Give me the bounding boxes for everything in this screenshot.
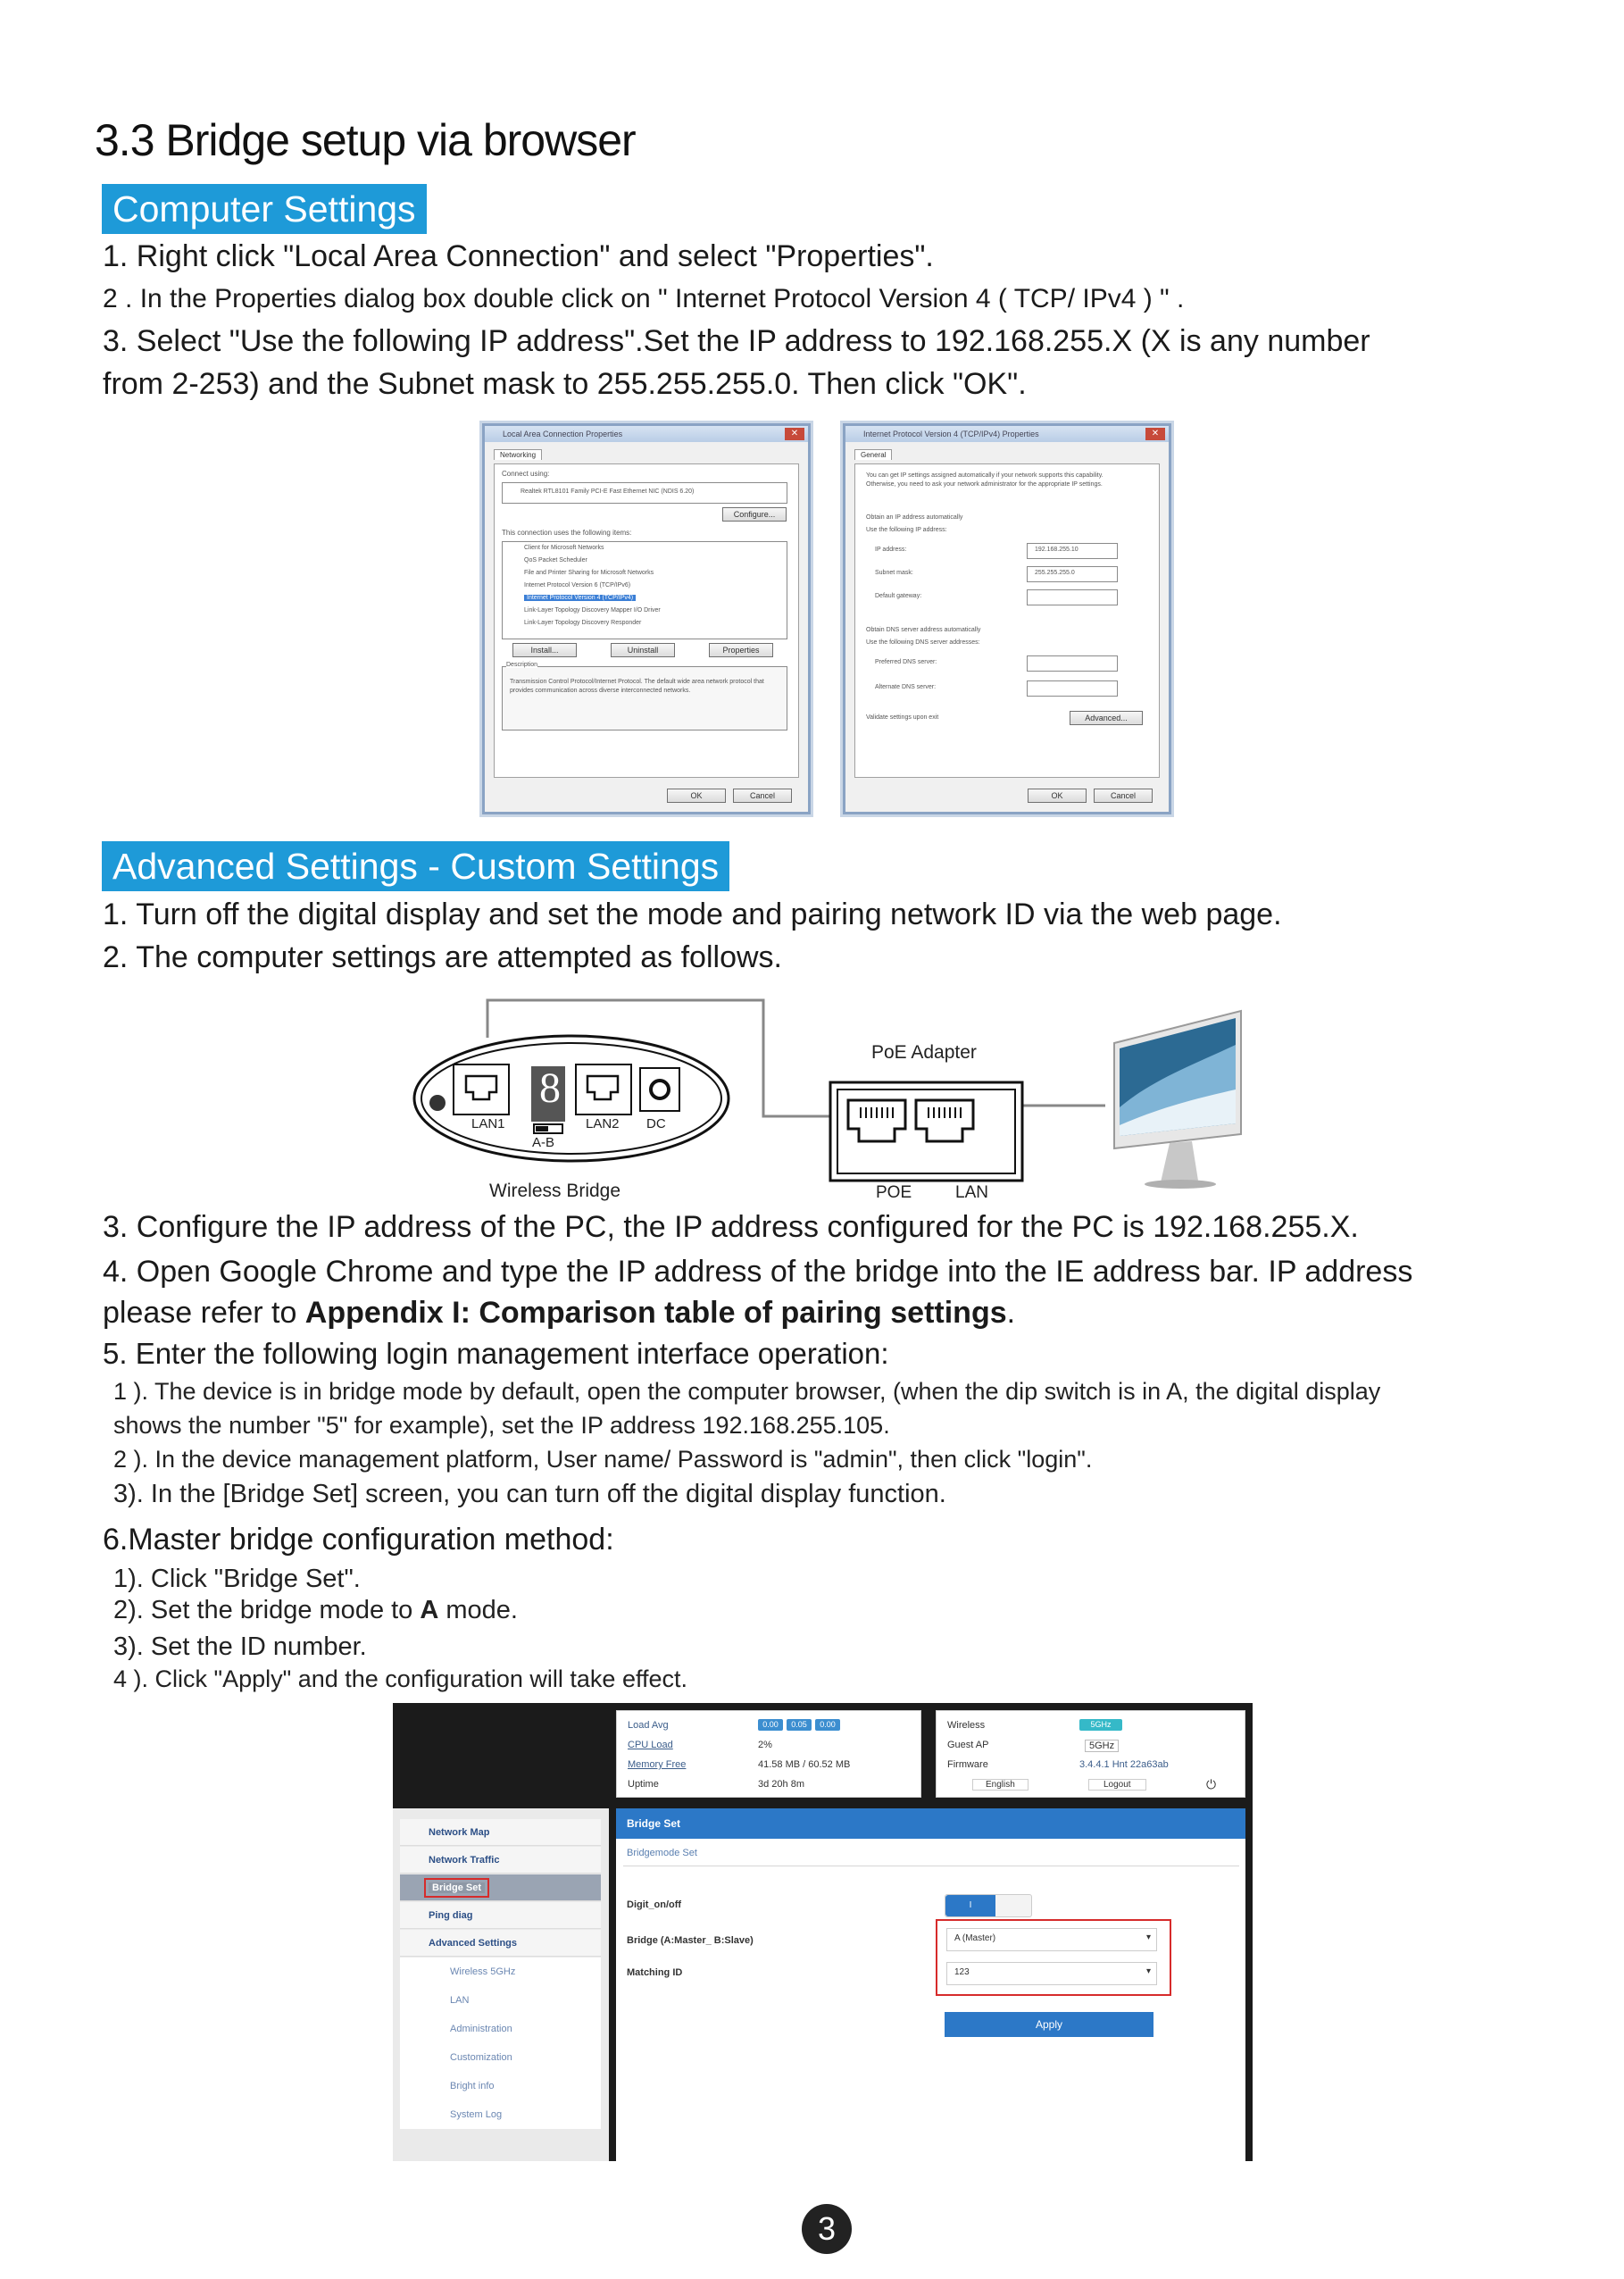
step-4b-pre: please refer to (103, 1296, 305, 1330)
lan2-label: LAN2 (586, 1116, 620, 1131)
chevron-down-icon: ▾ (1145, 1966, 1151, 1976)
items-list (502, 541, 787, 639)
sidebar-sub-item[interactable]: Wireless 5GHz (400, 1958, 601, 1986)
connection-diagram (384, 982, 1277, 1206)
close-icon[interactable]: ✕ (785, 428, 804, 440)
firmware-label: Firmware (947, 1759, 988, 1770)
radio-use-ip[interactable]: Use the following IP address: (866, 527, 947, 533)
cs-step-3a: 3. Select "Use the following IP address".Set the IP address to 192.168.255.X (X is any number (103, 324, 1370, 358)
cs-step-2: 2 . In the Properties dialog box double click on " Internet Protocol Version 4 ( TCP/ IPv4 ) " . (103, 284, 1185, 313)
breadcrumb: Bridgemode Set (627, 1848, 697, 1858)
dialog-pane (854, 463, 1160, 778)
step-5-1b: shows the number "5" for example), set the IP address 192.168.255.105. (113, 1412, 890, 1439)
ok-button[interactable]: OK (667, 789, 726, 803)
sidebar-item-advanced[interactable]: Advanced Settings (400, 1930, 601, 1957)
page-title: 3.3 Bridge setup via browser (95, 115, 636, 165)
cs-step-1: 1. Right click "Local Area Connection" and select "Properties". (103, 239, 934, 273)
load-avg-3: 0.00 (815, 1719, 840, 1731)
router-web-ui (393, 1703, 1253, 2161)
appendix-link-text: Appendix I: Comparison table of pairing settings (304, 1296, 1007, 1330)
adv-step-1: 1. Turn off the digital display and set the mode and pairing network ID via the web page. (103, 897, 1282, 931)
tab-general[interactable]: General (854, 449, 892, 460)
step-3: 3. Configure the IP address of the PC, the IP address configured for the PC is 192.168.255.X. (103, 1210, 1359, 1244)
validate-checkbox[interactable]: Validate settings upon exit (866, 714, 939, 721)
dc-port (640, 1068, 679, 1111)
computer-settings-heading: Computer Settings (102, 184, 427, 234)
ip-label: IP address: (875, 547, 907, 553)
page-number: 3 (802, 2204, 852, 2254)
sidebar-item-network-map[interactable]: Network Map (400, 1819, 601, 1846)
lan1-port (454, 1064, 509, 1114)
sidebar (393, 1808, 609, 2161)
description-text: Transmission Control Protocol/Internet Protocol. The default wide area network protocol that provides communication across diverse interconnected networks. (510, 679, 764, 694)
load-avg-1: 0.00 (758, 1719, 783, 1731)
load-avg-label: Load Avg (628, 1720, 669, 1731)
alt-dns-label: Alternate DNS server: (875, 684, 937, 690)
power-icon[interactable]: ⏻ (1206, 1777, 1217, 1791)
matching-id-select[interactable] (946, 1962, 1157, 1985)
uptime-label: Uptime (628, 1779, 659, 1790)
master-step-4: 4 ). Click "Apply" and the configuration will take effect. (113, 1665, 687, 1692)
radio-auto-dns[interactable]: Obtain DNS server address automatically (866, 627, 981, 633)
uptime-value: 3d 20h 8m (758, 1779, 804, 1790)
status-panel (616, 1710, 921, 1798)
list-item[interactable]: Link-Layer Topology Discovery Responder (524, 620, 642, 626)
list-item[interactable]: QoS Packet Scheduler (524, 557, 587, 563)
sidebar-sub-item[interactable]: Administration (400, 2015, 601, 2043)
sidebar-item-bridge-set[interactable] (400, 1874, 601, 1901)
master-step-2 (113, 1593, 518, 1627)
guest-value[interactable]: 5GHz (1085, 1740, 1119, 1752)
step-4a: 4. Open Google Chrome and type the IP address of the bridge into the IE address bar. IP address (103, 1255, 1413, 1289)
master-step-2-mode: A (420, 1596, 439, 1624)
firmware-value[interactable]: 3.4.4.1 Hnt 22a63ab (1079, 1759, 1169, 1770)
ip-value: 192.168.255.10 (1035, 547, 1079, 553)
advanced-button[interactable]: Advanced... (1070, 711, 1143, 725)
poe-adapter-label: PoE Adapter (871, 1042, 977, 1063)
list-item[interactable]: Internet Protocol Version 6 (TCP/IPv6) (524, 582, 631, 589)
sidebar-sub-item[interactable]: System Log (400, 2100, 601, 2129)
step-4b (103, 1293, 1015, 1332)
load-avg-2: 0.05 (787, 1719, 812, 1731)
pref-dns-label: Preferred DNS server: (875, 659, 937, 665)
properties-button[interactable]: Properties (709, 643, 773, 657)
digit-toggle[interactable]: I (945, 1894, 1032, 1917)
advanced-settings-heading: Advanced Settings - Custom Settings (102, 841, 729, 891)
step-4b-post: . (1006, 1296, 1016, 1330)
bridge-set-panel (616, 1808, 1245, 2161)
sidebar-sub-item[interactable]: Customization (400, 2043, 601, 2072)
list-item-selected[interactable]: Internet Protocol Version 4 (TCP/IPv4) (524, 595, 636, 601)
lan-properties-dialog (482, 423, 811, 814)
tab-networking[interactable]: Networking (494, 449, 542, 460)
pref-dns-input[interactable] (1027, 655, 1118, 672)
cancel-button[interactable]: Cancel (1094, 789, 1153, 803)
display-digit: 8 (539, 1064, 561, 1112)
chevron-down-icon: ▾ (1145, 1933, 1151, 1942)
mask-input[interactable] (1027, 566, 1118, 582)
sidebar-item-network-traffic[interactable]: Network Traffic (400, 1847, 601, 1874)
gateway-label: Default gateway: (875, 593, 922, 599)
adapter-field (502, 482, 787, 504)
guest-label: Guest AP (947, 1740, 989, 1750)
matching-id-label: Matching ID (627, 1967, 683, 1978)
computer-monitor (1114, 1011, 1241, 1189)
master-step-2-post: mode. (438, 1596, 518, 1624)
dialog-pane (494, 463, 799, 778)
radio-auto-ip[interactable]: Obtain an IP address automatically (866, 514, 963, 521)
language-select[interactable]: English (972, 1779, 1029, 1791)
intro-text: You can get IP settings assigned automatically if your network supports this capability. Otherwise, you need to ask your network administrator for the appropriate IP settings. (866, 472, 1103, 488)
memory-label[interactable]: Memory Free (628, 1759, 687, 1770)
ok-button[interactable]: OK (1028, 789, 1087, 803)
lan-label: LAN (955, 1183, 988, 1202)
step-5-3: 3). In the [Bridge Set] screen, you can turn off the digital display function. (113, 1480, 946, 1508)
master-heading: 6.Master bridge configuration method: (103, 1523, 614, 1557)
step-5-1a: 1 ). The device is in bridge mode by default, open the computer browser, (when the dip switch is in A, the digital display (113, 1378, 1381, 1405)
close-icon[interactable]: ✕ (1145, 428, 1165, 440)
master-step-3: 3). Set the ID number. (113, 1632, 367, 1661)
cancel-button[interactable]: Cancel (733, 789, 792, 803)
adv-step-2: 2. The computer settings are attempted as follows. (103, 940, 782, 974)
lan2-port (576, 1064, 631, 1114)
poe-label: POE (876, 1183, 912, 1202)
sidebar-sub-item[interactable]: Bright info (400, 2072, 601, 2100)
bridge-mode-value: A (Master) (954, 1933, 996, 1943)
logout-button[interactable]: Logout (1088, 1779, 1146, 1791)
panel-header: Bridge Set (616, 1808, 1245, 1839)
dialog-title: Local Area Connection Properties (485, 426, 808, 442)
install-button[interactable]: Install... (512, 643, 577, 657)
dialog-title: Internet Protocol Version 4 (TCP/IPv4) Properties (845, 426, 1169, 442)
adapter-name: Realtek RTL8101 Family PCI-E Fast Ethernet NIC (NDIS 6.20) (521, 488, 695, 495)
wireless-label: Wireless (947, 1720, 986, 1731)
reset-button (429, 1095, 446, 1111)
uninstall-button[interactable]: Uninstall (611, 643, 675, 657)
mask-value: 255.255.255.0 (1035, 570, 1075, 576)
memory-value: 41.58 MB / 60.52 MB (758, 1759, 851, 1770)
dc-label: DC (646, 1116, 666, 1131)
sidebar-sub-item[interactable]: LAN (400, 1986, 601, 2015)
master-step-1: 1). Click "Bridge Set". (113, 1565, 361, 1593)
configure-button[interactable]: Configure... (722, 507, 787, 522)
connect-label: Connect using: (502, 470, 550, 478)
cpu-value: 2% (758, 1740, 772, 1750)
bridge-set-label: Bridge Set (429, 1882, 485, 1893)
gateway-input[interactable] (1027, 589, 1118, 605)
step-5-2: 2 ). In the device management platform, User name/ Password is "admin", then click "login". (113, 1446, 1093, 1473)
sidebar-item-ping[interactable]: Ping diag (400, 1902, 601, 1929)
bridge-mode-label: Bridge (A:Master_ B:Slave) (627, 1935, 754, 1946)
alt-dns-input[interactable] (1027, 680, 1118, 697)
lan1-label: LAN1 (471, 1116, 505, 1131)
cpu-label[interactable]: CPU Load (628, 1740, 673, 1750)
matching-id-value: 123 (954, 1967, 970, 1977)
radio-use-dns[interactable]: Use the following DNS server addresses: (866, 639, 980, 646)
master-step-2-pre: 2). Set the bridge mode to (113, 1596, 421, 1624)
bridge-mode-select[interactable] (946, 1928, 1157, 1951)
step-5: 5. Enter the following login management interface operation: (103, 1337, 889, 1370)
list-item[interactable]: File and Printer Sharing for Microsoft Networks (524, 570, 654, 576)
digit-label: Digit_on/off (627, 1899, 682, 1910)
ab-label: A-B (532, 1135, 555, 1150)
list-item[interactable]: Link-Layer Topology Discovery Mapper I/O Driver (524, 607, 661, 614)
ipv4-properties-dialog (843, 423, 1171, 814)
cs-step-3b: from 2-253) and the Subnet mask to 255.255.255.0. Then click "OK". (103, 367, 1027, 401)
ip-input[interactable] (1027, 543, 1118, 559)
apply-button[interactable]: Apply (945, 2012, 1153, 2037)
wireless-panel (936, 1710, 1245, 1798)
description-label: Description (506, 662, 538, 668)
mask-label: Subnet mask: (875, 570, 913, 576)
wireless-bridge-label: Wireless Bridge (489, 1181, 621, 1201)
list-item[interactable]: Client for Microsoft Networks (524, 545, 604, 551)
items-label: This connection uses the following items: (502, 529, 632, 537)
wireless-badge: 5GHz (1079, 1719, 1122, 1731)
description-box (502, 662, 787, 730)
